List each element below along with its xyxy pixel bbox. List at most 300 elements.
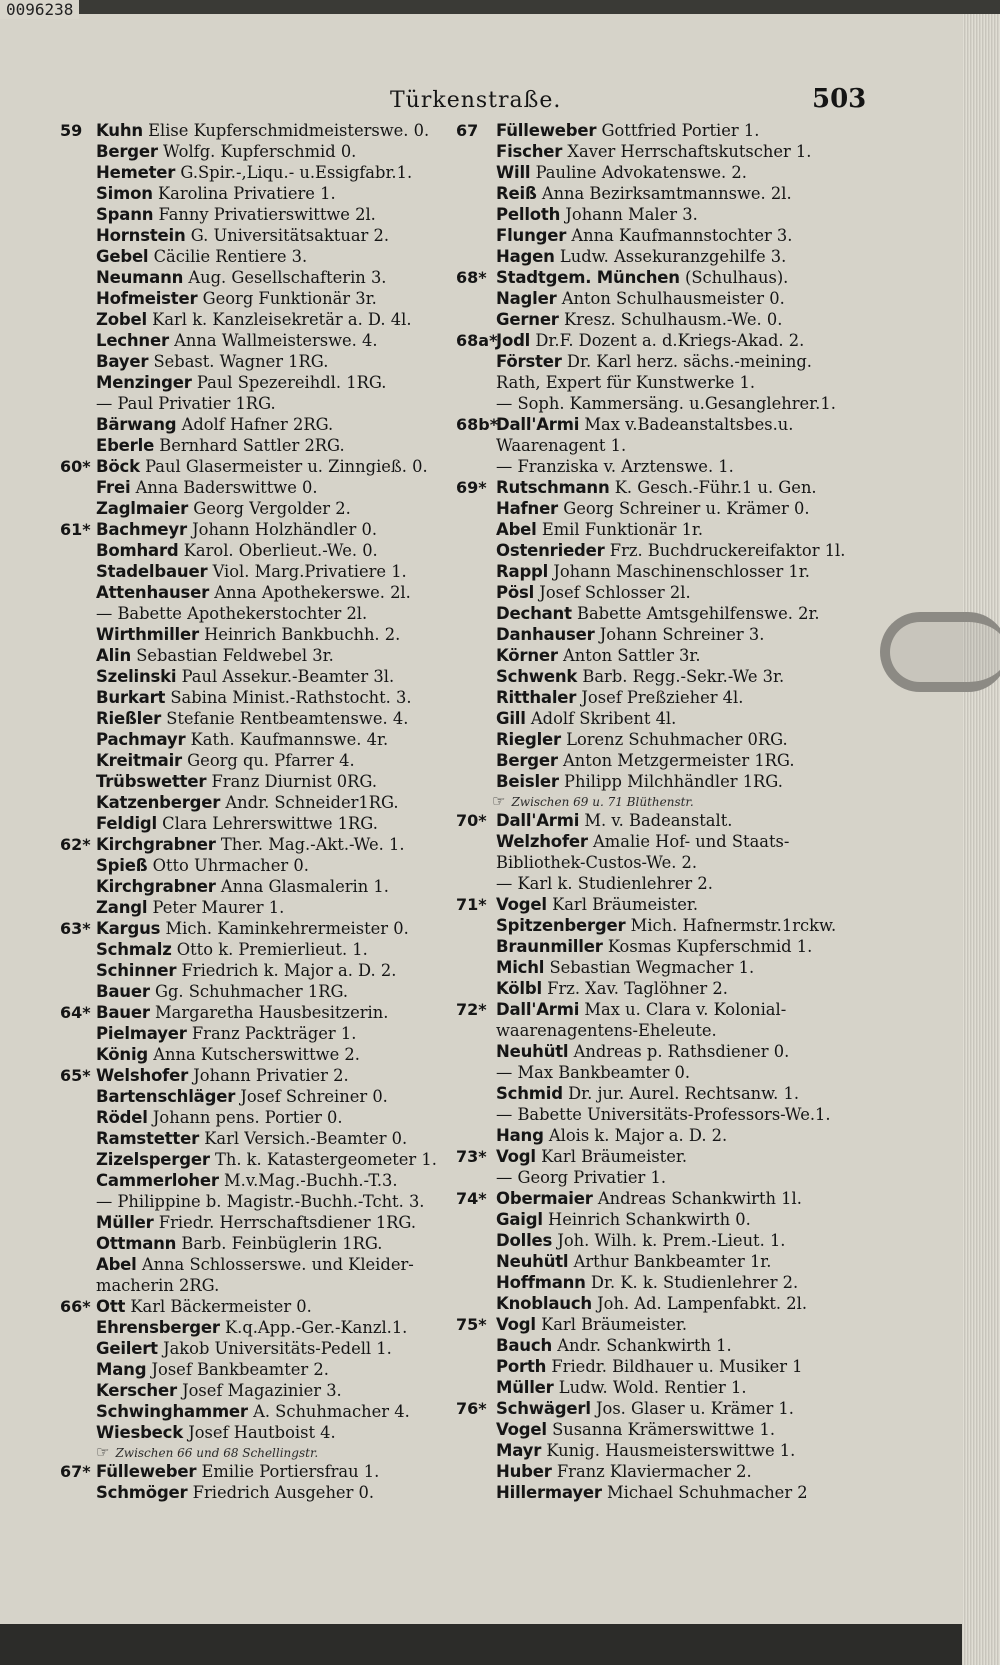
directory-entry: [60, 372, 460, 393]
resident-surname: Nagler: [496, 289, 557, 308]
resident-details: — Georg Privatier 1.: [496, 1168, 667, 1187]
resident-details: Anna Apothekerswe. 2l.: [214, 583, 411, 602]
directory-entry: [456, 1083, 866, 1104]
resident-surname: Pielmayer: [96, 1024, 187, 1043]
directory-entry: [456, 708, 866, 729]
resident-details: Cäcilie Rentiere 3.: [153, 247, 308, 266]
resident-surname: Hornstein: [96, 226, 186, 245]
resident-surname: Förster: [496, 352, 562, 371]
directory-entry: [456, 1188, 866, 1209]
resident-details: Josef Preßzieher 4l.: [581, 688, 744, 707]
resident-surname: Neuhütl: [496, 1042, 569, 1061]
resident-details: — Soph. Kammersäng. u.Gesanglehrer.1.: [496, 394, 836, 413]
resident-details: Ther. Mag.-Akt.-We. 1.: [220, 835, 405, 854]
resident-surname: Schinner: [96, 961, 177, 980]
directory-entry: [60, 141, 460, 162]
resident-details: Max u. Clara v. Kolonial-: [584, 1000, 787, 1019]
directory-entry: [60, 267, 460, 288]
resident-surname: Bayer: [96, 352, 149, 371]
resident-details: Johann Maschinenschlosser 1r.: [553, 562, 810, 581]
directory-entry: [456, 162, 866, 183]
house-number: 76*: [456, 1399, 487, 1418]
directory-entry: [60, 351, 460, 372]
directory-entry: [456, 1419, 866, 1440]
directory-entry: [456, 999, 866, 1020]
directory-entry: [456, 309, 866, 330]
directory-entry: [456, 393, 866, 414]
resident-details: waarenagentens-Eheleute.: [496, 1021, 717, 1040]
directory-entry: [60, 708, 460, 729]
resident-surname: Trübswetter: [96, 772, 207, 791]
resident-surname: Dall'Armi: [496, 1000, 580, 1019]
resident-details: Josef Bankbeamter 2.: [151, 1360, 329, 1379]
resident-surname: Rutschmann: [496, 478, 610, 497]
resident-surname: Hagen: [496, 247, 555, 266]
resident-details: Barb. Feinbüglerin 1RG.: [181, 1234, 383, 1253]
resident-details: Philipp Milchhändler 1RG.: [564, 772, 783, 791]
resident-details: Gottfried Portier 1.: [601, 121, 760, 140]
directory-entry: [456, 894, 866, 915]
house-number: 74*: [456, 1189, 487, 1208]
resident-details: Dr. jur. Aurel. Rechtsanw. 1.: [568, 1084, 800, 1103]
resident-surname: Beisler: [496, 772, 559, 791]
resident-details: Paul Glasermeister u. Zinngieß. 0.: [145, 457, 428, 476]
resident-surname: Lechner: [96, 331, 169, 350]
directory-entry: [60, 1086, 460, 1107]
resident-surname: Ramstetter: [96, 1129, 200, 1148]
directory-entry: [60, 204, 460, 225]
directory-entry: [60, 792, 460, 813]
house-number: 63*: [60, 919, 91, 938]
directory-entry: [60, 456, 460, 477]
resident-details: Karl Bräumeister.: [541, 1147, 688, 1166]
directory-entry: [456, 1335, 866, 1356]
directory-entry: [60, 624, 460, 645]
house-number: 72*: [456, 1000, 487, 1019]
resident-details: A. Schuhmacher 4.: [253, 1402, 410, 1421]
resident-surname: Kuhn: [96, 121, 143, 140]
resident-surname: Berger: [96, 142, 158, 161]
directory-entry: [456, 267, 866, 288]
directory-entry: [60, 330, 460, 351]
directory-entry: [60, 1002, 460, 1023]
directory-entry: [60, 687, 460, 708]
directory-entry: [60, 519, 460, 540]
resident-details: Rath, Expert für Kunstwerke 1.: [496, 373, 756, 392]
directory-entry: [456, 1209, 866, 1230]
directory-entry: [60, 855, 460, 876]
resident-details: Mich. Hafnermstr.1rckw.: [630, 916, 837, 935]
resident-details: (Schulhaus).: [684, 268, 789, 287]
resident-details: Andreas p. Rathsdiener 0.: [573, 1042, 790, 1061]
house-number: 61*: [60, 520, 91, 539]
resident-details: Franz Packträger 1.: [191, 1024, 357, 1043]
resident-details: Dr. K. k. Studienlehrer 2.: [590, 1273, 799, 1292]
directory-entry: [60, 645, 460, 666]
resident-surname: Schwinghammer: [96, 1402, 248, 1421]
directory-entry: [60, 582, 460, 603]
cross-street-text: Zwischen 69 u. 71 Blüthenstr.: [511, 795, 694, 809]
directory-entry: [60, 729, 460, 750]
directory-entry: [60, 1461, 460, 1482]
resident-details: Anna Wallmeisterswe. 4.: [174, 331, 378, 350]
resident-details: Anton Schulhausmeister 0.: [561, 289, 785, 308]
directory-entry: [60, 1422, 460, 1443]
house-number: 65*: [60, 1066, 91, 1085]
resident-details: Heinrich Schankwirth 0.: [548, 1210, 751, 1229]
resident-surname: Bauch: [496, 1336, 552, 1355]
directory-entry: [456, 936, 866, 957]
resident-details: Franz Klaviermacher 2.: [556, 1462, 752, 1481]
directory-entry: [456, 915, 866, 936]
directory-entry: [456, 1293, 866, 1314]
resident-details: Pauline Advokatenswe. 2.: [535, 163, 747, 182]
resident-surname: Kölbl: [496, 979, 542, 998]
resident-surname: Kirchgrabner: [96, 877, 216, 896]
house-number: 68a*: [456, 331, 498, 350]
resident-surname: Vogl: [496, 1315, 536, 1334]
resident-surname: Zaglmaier: [96, 499, 189, 518]
resident-details: macherin 2RG.: [96, 1276, 220, 1295]
resident-surname: Bartenschläger: [96, 1087, 236, 1106]
house-number: 69*: [456, 478, 487, 497]
resident-details: Viol. Marg.Privatiere 1.: [212, 562, 407, 581]
house-number: 66*: [60, 1297, 91, 1316]
resident-surname: Schmid: [496, 1084, 563, 1103]
resident-details: Fanny Privatierswittwe 2l.: [158, 205, 376, 224]
directory-entry: [60, 162, 460, 183]
directory-page: [0, 14, 972, 1624]
directory-entry: [60, 225, 460, 246]
resident-details: Karl Bräumeister.: [552, 895, 699, 914]
directory-entry: [456, 957, 866, 978]
resident-details: Johann Schreiner 3.: [599, 625, 765, 644]
directory-entry: [60, 1275, 460, 1296]
directory-entry: [60, 1149, 460, 1170]
resident-details: Friedrich Ausgeher 0.: [192, 1483, 375, 1502]
pointing-hand-icon: ☞: [96, 1443, 110, 1461]
resident-details: M. v. Badeanstalt.: [584, 811, 733, 830]
directory-entry: [456, 729, 866, 750]
resident-details: — Babette Apothekerstochter 2l.: [96, 604, 368, 623]
resident-details: Frz. Buchdruckereifaktor 1l.: [609, 541, 846, 560]
resident-surname: Huber: [496, 1462, 552, 1481]
resident-surname: Schmalz: [96, 940, 172, 959]
resident-details: Georg Funktionär 3r.: [202, 289, 377, 308]
resident-surname: Ostenrieder: [496, 541, 605, 560]
resident-details: K.q.App.-Ger.-Kanzl.1.: [224, 1318, 408, 1337]
resident-surname: Porth: [496, 1357, 547, 1376]
resident-surname: Berger: [496, 751, 558, 770]
page-number: 503: [812, 84, 867, 114]
resident-details: Jakob Universitäts-Pedell 1.: [163, 1339, 392, 1358]
resident-surname: Cammerloher: [96, 1171, 219, 1190]
resident-surname: Vogl: [496, 1147, 536, 1166]
resident-surname: Müller: [496, 1378, 554, 1397]
resident-surname: Ehrensberger: [96, 1318, 220, 1337]
directory-entry: [456, 1125, 866, 1146]
resident-details: Anton Sattler 3r.: [563, 646, 701, 665]
resident-surname: Frei: [96, 478, 131, 497]
house-number: 60*: [60, 457, 91, 476]
resident-surname: König: [96, 1045, 149, 1064]
resident-details: Josef Schreiner 0.: [240, 1087, 388, 1106]
cross-street-note: [456, 792, 866, 810]
directory-entry: [60, 288, 460, 309]
directory-entry: [456, 1482, 866, 1503]
running-title: Türkenstraße.: [390, 88, 562, 113]
resident-details: Andr. Schneider1RG.: [225, 793, 399, 812]
directory-entry: [456, 750, 866, 771]
resident-details: Karol. Oberlieut.-We. 0.: [183, 541, 378, 560]
resident-details: Emil Funktionär 1r.: [541, 520, 704, 539]
resident-surname: Zangl: [96, 898, 148, 917]
resident-surname: Wirthmiller: [96, 625, 199, 644]
resident-details: — Max Bankbeamter 0.: [496, 1063, 691, 1082]
directory-entry: [60, 1317, 460, 1338]
resident-details: Sebastian Wegmacher 1.: [549, 958, 755, 977]
directory-entry: [456, 1146, 866, 1167]
directory-entry: [60, 120, 460, 141]
resident-details: Adolf Hafner 2RG.: [181, 415, 334, 434]
resident-details: Joh. Wilh. k. Prem.-Lieut. 1.: [557, 1231, 786, 1250]
resident-details: Ludw. Wold. Rentier 1.: [558, 1378, 747, 1397]
directory-entry: [60, 540, 460, 561]
directory-entry: [60, 1401, 460, 1422]
directory-entry: [456, 477, 866, 498]
resident-surname: Will: [496, 163, 531, 182]
directory-entry: [60, 1191, 460, 1212]
directory-entry: [60, 1254, 460, 1275]
directory-entry: [456, 435, 866, 456]
resident-surname: Danhauser: [496, 625, 595, 644]
resident-details: Josef Magazinier 3.: [182, 1381, 342, 1400]
directory-entry: [60, 561, 460, 582]
resident-surname: Spieß: [96, 856, 148, 875]
resident-surname: Bauer: [96, 1003, 150, 1022]
directory-entry: [60, 477, 460, 498]
directory-entry: [60, 1338, 460, 1359]
directory-entry: [456, 771, 866, 792]
resident-details: Franz Diurnist 0RG.: [211, 772, 378, 791]
directory-entry: [456, 120, 866, 141]
resident-surname: Kargus: [96, 919, 161, 938]
resident-details: Friedr. Bildhauer u. Musiker 1: [551, 1357, 803, 1376]
resident-surname: Fülleweber: [96, 1462, 197, 1481]
directory-entry: [456, 246, 866, 267]
resident-details: Ludw. Assekuranzgehilfe 3.: [559, 247, 787, 266]
resident-details: Sebastian Feldwebel 3r.: [136, 646, 334, 665]
resident-surname: Mayr: [496, 1441, 542, 1460]
resident-details: Anna Schlosserswe. und Kleider-: [141, 1255, 414, 1274]
resident-surname: Knoblauch: [496, 1294, 592, 1313]
resident-surname: Hemeter: [96, 163, 176, 182]
directory-entry: [456, 1314, 866, 1335]
resident-details: Barb. Regg.-Sekr.-We 3r.: [582, 667, 785, 686]
directory-entry: [60, 246, 460, 267]
directory-entry: [456, 1062, 866, 1083]
resident-details: Th. k. Katastergeometer 1.: [214, 1150, 437, 1169]
directory-entry: [60, 1296, 460, 1317]
resident-surname: Simon: [96, 184, 153, 203]
directory-entry: [456, 624, 866, 645]
resident-details: Karl Bäckermeister 0.: [130, 1297, 312, 1316]
resident-details: Max v.Badeanstaltsbes.u.: [584, 415, 794, 434]
house-number: 75*: [456, 1315, 487, 1334]
directory-entry: [456, 288, 866, 309]
resident-surname: Böck: [96, 457, 140, 476]
resident-details: Georg Schreiner u. Krämer 0.: [563, 499, 810, 518]
directory-entry: [60, 960, 460, 981]
resident-surname: Hafner: [496, 499, 558, 518]
pointing-hand-icon: ☞: [492, 792, 506, 810]
resident-details: Kunig. Hausmeisterswittwe 1.: [546, 1441, 796, 1460]
directory-entry: [60, 1380, 460, 1401]
resident-surname: Alin: [96, 646, 132, 665]
resident-details: Georg Vergolder 2.: [193, 499, 351, 518]
resident-surname: Dall'Armi: [496, 811, 580, 830]
resident-details: Clara Lehrerswittwe 1RG.: [162, 814, 378, 833]
resident-surname: Schmöger: [96, 1483, 188, 1502]
resident-details: Anna Bezirksamtmannswe. 2l.: [541, 184, 792, 203]
resident-details: Mich. Kaminkehrermeister 0.: [165, 919, 409, 938]
resident-surname: Michl: [496, 958, 545, 977]
resident-surname: Wiesbeck: [96, 1423, 184, 1442]
directory-entry: [456, 1251, 866, 1272]
resident-surname: Riegler: [496, 730, 561, 749]
directory-entry: [456, 1377, 866, 1398]
resident-surname: Müller: [96, 1213, 154, 1232]
resident-details: Gg. Schuhmacher 1RG.: [154, 982, 349, 1001]
resident-details: Johann pens. Portier 0.: [152, 1108, 343, 1127]
directory-entry: [60, 918, 460, 939]
house-number: 73*: [456, 1147, 487, 1166]
resident-details: Johann Privatier 2.: [193, 1066, 349, 1085]
resident-details: Otto k. Premierlieut. 1.: [176, 940, 368, 959]
resident-details: — Paul Privatier 1RG.: [96, 394, 276, 413]
directory-entry: [456, 582, 866, 603]
resident-surname: Hillermayer: [496, 1483, 602, 1502]
resident-surname: Abel: [96, 1255, 137, 1274]
directory-entry: [60, 1233, 460, 1254]
resident-details: — Babette Universitäts-Professors-We.1.: [496, 1105, 831, 1124]
directory-entry: [456, 330, 866, 351]
resident-details: Stefanie Rentbeamtenswe. 4.: [166, 709, 409, 728]
directory-entry: [456, 183, 866, 204]
resident-surname: Pachmayr: [96, 730, 186, 749]
resident-surname: Bomhard: [96, 541, 179, 560]
scan-background: [0, 1624, 962, 1665]
resident-details: Heinrich Bankbuchh. 2.: [204, 625, 401, 644]
archive-stamp: 0096238: [0, 0, 79, 19]
house-number: 59: [60, 121, 83, 140]
resident-surname: Schwenk: [496, 667, 578, 686]
resident-details: Margaretha Hausbesitzerin.: [154, 1003, 389, 1022]
directory-entry: [60, 414, 460, 435]
resident-details: Karl Bräumeister.: [541, 1315, 688, 1334]
directory-entry: [60, 1044, 460, 1065]
resident-details: Elise Kupferschmidmeisterswe. 0.: [148, 121, 430, 140]
resident-details: Sebast. Wagner 1RG.: [153, 352, 329, 371]
resident-details: Arthur Bankbeamter 1r.: [573, 1252, 772, 1271]
resident-details: — Philippine b. Magistr.-Buchh.-Tcht. 3.: [96, 1192, 425, 1211]
resident-details: Friedrich k. Major a. D. 2.: [181, 961, 397, 980]
directory-entry: [60, 1170, 460, 1191]
resident-surname: Kreitmair: [96, 751, 182, 770]
house-number: 67*: [60, 1462, 91, 1481]
directory-entry: [456, 666, 866, 687]
house-number: 68*: [456, 268, 487, 287]
resident-surname: Hofmeister: [96, 289, 198, 308]
resident-surname: Dechant: [496, 604, 572, 623]
directory-entry: [60, 1359, 460, 1380]
resident-surname: Neuhütl: [496, 1252, 569, 1271]
directory-entry: [456, 498, 866, 519]
directory-entry: [60, 1065, 460, 1086]
resident-details: Peter Maurer 1.: [152, 898, 285, 917]
cross-street-text: Zwischen 66 und 68 Schellingstr.: [115, 1446, 319, 1460]
directory-entry: [60, 1107, 460, 1128]
resident-details: Michael Schuhmacher 2: [607, 1483, 808, 1502]
directory-entry: [456, 141, 866, 162]
resident-surname: Bachmeyr: [96, 520, 187, 539]
directory-entry: [456, 1167, 866, 1188]
resident-surname: Körner: [496, 646, 558, 665]
resident-surname: Feldigl: [96, 814, 157, 833]
directory-entry: [456, 225, 866, 246]
resident-details: Emilie Portiersfrau 1.: [201, 1462, 380, 1481]
resident-details: Joh. Ad. Lampenfabkt. 2l.: [597, 1294, 807, 1313]
resident-surname: Pelloth: [496, 205, 561, 224]
directory-entry: [60, 981, 460, 1002]
paper-clip: [880, 612, 1000, 692]
directory-entry: [60, 183, 460, 204]
directory-entry: [456, 1461, 866, 1482]
directory-entry: [456, 810, 866, 831]
house-number: 62*: [60, 835, 91, 854]
resident-surname: Zizelsperger: [96, 1150, 210, 1169]
resident-details: Andreas Schankwirth 1l.: [597, 1189, 802, 1208]
resident-surname: Dolles: [496, 1231, 553, 1250]
resident-details: Frz. Xav. Taglöhner 2.: [547, 979, 728, 998]
resident-details: K. Gesch.-Führ.1 u. Gen.: [614, 478, 817, 497]
directory-entry: [456, 1356, 866, 1377]
directory-entry: [456, 1104, 866, 1125]
resident-details: Jos. Glaser u. Krämer 1.: [595, 1399, 794, 1418]
resident-details: Babette Amtsgehilfenswe. 2r.: [576, 604, 820, 623]
resident-surname: Flunger: [496, 226, 567, 245]
resident-details: Johann Holzhändler 0.: [192, 520, 377, 539]
resident-surname: Jodl: [496, 331, 531, 350]
resident-details: Xaver Herrschaftskutscher 1.: [567, 142, 812, 161]
resident-surname: Rießler: [96, 709, 162, 728]
house-number: 64*: [60, 1003, 91, 1022]
resident-details: Amalie Hof- und Staats-: [593, 832, 790, 851]
directory-entry: [456, 519, 866, 540]
directory-entry: [60, 750, 460, 771]
directory-entry: [60, 498, 460, 519]
resident-surname: Gaigl: [496, 1210, 543, 1229]
resident-details: G.Spir.-,Liqu.- u.Essigfabr.1.: [180, 163, 413, 182]
book-page-edges: [962, 14, 1000, 1665]
directory-entry: [456, 351, 866, 372]
resident-details: Paul Assekur.-Beamter 3l.: [181, 667, 395, 686]
directory-entry: [456, 645, 866, 666]
resident-details: Wolfg. Kupferschmid 0.: [163, 142, 357, 161]
directory-entry: [60, 771, 460, 792]
resident-details: Alois k. Major a. D. 2.: [548, 1126, 728, 1145]
directory-entry: [60, 876, 460, 897]
